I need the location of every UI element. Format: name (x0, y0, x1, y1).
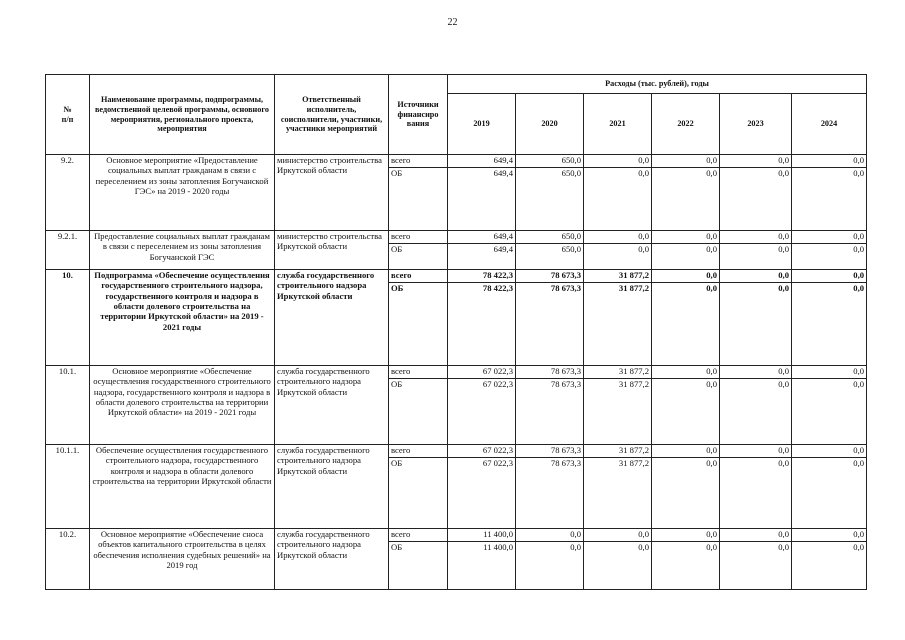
row-value: 0,0 (720, 168, 792, 231)
row-source: всего (389, 529, 448, 542)
row-value: 78 673,3 (516, 283, 584, 366)
row-value: 0,0 (652, 445, 720, 458)
row-value: 78 422,3 (448, 283, 516, 366)
row-value: 650,0 (516, 155, 584, 168)
row-number: 9.2.1. (46, 231, 90, 270)
row-value: 0,0 (792, 283, 867, 366)
row-responsible: служба государственного строительного надзора Иркутской области (275, 270, 389, 366)
row-value: 0,0 (720, 458, 792, 529)
row-value: 0,0 (652, 231, 720, 244)
row-value: 0,0 (792, 445, 867, 458)
row-number: 9.2. (46, 155, 90, 231)
row-value: 0,0 (720, 366, 792, 379)
row-value: 67 022,3 (448, 445, 516, 458)
row-value: 649,4 (448, 244, 516, 270)
row-value: 67 022,3 (448, 366, 516, 379)
row-name: Основное мероприятие «Предоставление социальных выплат гражданам в связи с переселением из зоны затопления Богучанской ГЭС» на 2019 - 2020 годы (90, 155, 275, 231)
row-name: Предоставление социальных выплат гражданам в связи с переселением из зоны затопления Богучанской ГЭС (90, 231, 275, 270)
row-value: 0,0 (720, 270, 792, 283)
row-value: 11 400,0 (448, 542, 516, 590)
header-year: 2023 (720, 94, 792, 155)
row-source: ОБ (389, 458, 448, 529)
row-value: 0,0 (792, 379, 867, 445)
row-responsible: служба государственного строительного надзора Иркутской области (275, 366, 389, 445)
row-value: 0,0 (720, 529, 792, 542)
header-year: 2019 (448, 94, 516, 155)
row-source: всего (389, 155, 448, 168)
row-value: 0,0 (652, 458, 720, 529)
table-row (46, 529, 867, 542)
table-row (46, 155, 867, 168)
row-value: 650,0 (516, 244, 584, 270)
header-year: 2021 (584, 94, 652, 155)
row-value: 0,0 (792, 231, 867, 244)
header-name: Наименование программы, подпрограммы, ведомственной целевой программы, основного мероприятия, регионального проекта, мероприятия (90, 75, 275, 155)
row-responsible: министерство строительства Иркутской области (275, 155, 389, 231)
row-value: 0,0 (584, 529, 652, 542)
expenses-table (45, 74, 867, 590)
row-value: 0,0 (652, 366, 720, 379)
row-value: 0,0 (584, 168, 652, 231)
row-source: всего (389, 270, 448, 283)
row-number: 10.1.1. (46, 445, 90, 529)
table-row (46, 231, 867, 244)
row-value: 649,4 (448, 231, 516, 244)
row-value: 650,0 (516, 231, 584, 244)
row-source: ОБ (389, 244, 448, 270)
row-value: 0,0 (720, 231, 792, 244)
row-value: 0,0 (652, 244, 720, 270)
row-value: 78 673,3 (516, 458, 584, 529)
row-value: 0,0 (720, 283, 792, 366)
header-responsible: Ответственный исполнитель, соисполнители, участники, участники мероприятий (275, 75, 389, 155)
row-value: 78 422,3 (448, 270, 516, 283)
row-name: Обеспечение осуществления государственного строительного надзора, государственного контроля и надзора в области долевого строительства на территории Иркутской области (90, 445, 275, 529)
row-value: 0,0 (652, 168, 720, 231)
row-value: 0,0 (792, 244, 867, 270)
header-year: 2020 (516, 94, 584, 155)
row-value: 0,0 (792, 529, 867, 542)
row-value: 0,0 (516, 542, 584, 590)
row-value: 649,4 (448, 168, 516, 231)
row-number: 10.2. (46, 529, 90, 590)
row-value: 0,0 (720, 542, 792, 590)
row-name: Подпрограмма «Обеспечение осуществления государственного строительного надзора, государственного контроля и надзора в области долевого строительства на территории Иркутской области» на 2019 - 2021 годы (90, 270, 275, 366)
row-value: 31 877,2 (584, 270, 652, 283)
row-name: Основное мероприятие «Обеспечение сноса объектов капитального строительства в целях обеспечения исполнения судебных решений» на 2019 год (90, 529, 275, 590)
row-value: 31 877,2 (584, 366, 652, 379)
header-sources: Источники финансиро вания (389, 75, 448, 155)
row-value: 0,0 (792, 168, 867, 231)
row-value: 0,0 (792, 458, 867, 529)
row-value: 0,0 (792, 155, 867, 168)
row-value: 0,0 (652, 155, 720, 168)
row-value: 78 673,3 (516, 270, 584, 283)
row-value: 0,0 (584, 231, 652, 244)
row-value: 0,0 (652, 379, 720, 445)
header-no: № п/п (46, 75, 90, 155)
row-source: всего (389, 445, 448, 458)
table-row (46, 445, 867, 458)
row-value: 11 400,0 (448, 529, 516, 542)
row-value: 67 022,3 (448, 458, 516, 529)
header-expenses: Расходы (тыс. рублей), годы (448, 75, 867, 94)
row-name: Основное мероприятие «Обеспечение осуществления государственного строительного надзора, государственного контроля и надзора в области долевого строительства на территории Иркутской области» на 2019 - 2021 годы (90, 366, 275, 445)
row-value: 650,0 (516, 168, 584, 231)
row-value: 0,0 (792, 270, 867, 283)
row-number: 10. (46, 270, 90, 366)
row-value: 0,0 (652, 283, 720, 366)
table-row (46, 366, 867, 379)
row-value: 0,0 (720, 244, 792, 270)
row-source: всего (389, 366, 448, 379)
row-value: 0,0 (720, 445, 792, 458)
row-value: 0,0 (792, 542, 867, 590)
page-number: 22 (447, 17, 458, 28)
row-value: 0,0 (720, 379, 792, 445)
row-value: 0,0 (720, 155, 792, 168)
row-value: 0,0 (584, 155, 652, 168)
row-number: 10.1. (46, 366, 90, 445)
header-year: 2024 (792, 94, 867, 155)
row-value: 78 673,3 (516, 445, 584, 458)
row-responsible: служба государственного строительного надзора Иркутской области (275, 529, 389, 590)
row-value: 31 877,2 (584, 283, 652, 366)
row-source: ОБ (389, 542, 448, 590)
row-value: 31 877,2 (584, 445, 652, 458)
row-value: 0,0 (652, 529, 720, 542)
row-responsible: служба государственного строительного надзора Иркутской области (275, 445, 389, 529)
row-value: 0,0 (652, 542, 720, 590)
row-value: 0,0 (584, 244, 652, 270)
row-value: 649,4 (448, 155, 516, 168)
row-value: 67 022,3 (448, 379, 516, 445)
row-source: ОБ (389, 168, 448, 231)
row-value: 78 673,3 (516, 379, 584, 445)
row-value: 78 673,3 (516, 366, 584, 379)
row-source: ОБ (389, 283, 448, 366)
row-value: 31 877,2 (584, 379, 652, 445)
table-row (46, 270, 867, 283)
row-value: 0,0 (516, 529, 584, 542)
row-value: 0,0 (652, 270, 720, 283)
header-year: 2022 (652, 94, 720, 155)
row-source: всего (389, 231, 448, 244)
row-source: ОБ (389, 379, 448, 445)
row-value: 0,0 (584, 542, 652, 590)
row-value: 31 877,2 (584, 458, 652, 529)
row-value: 0,0 (792, 366, 867, 379)
row-responsible: министерство строительства Иркутской области (275, 231, 389, 270)
